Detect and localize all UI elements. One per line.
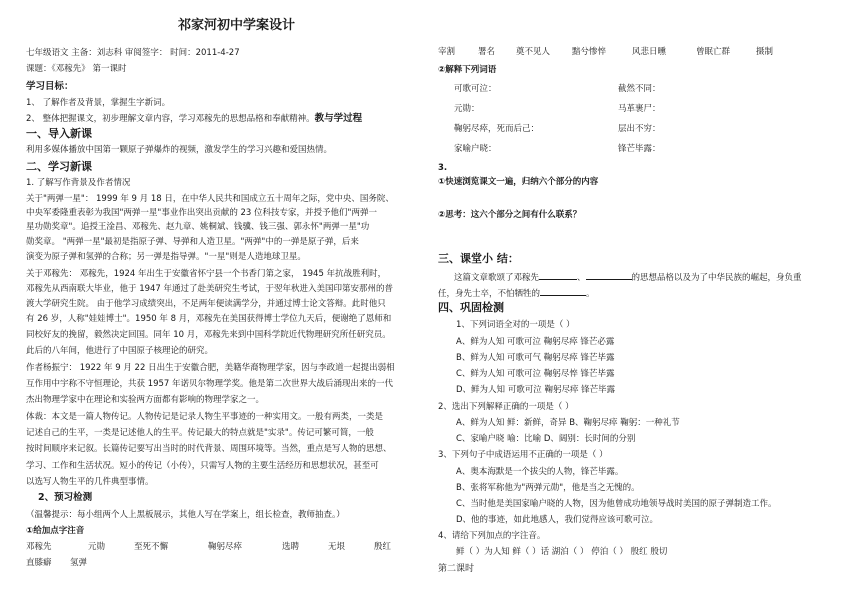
- definition-item: 马革裹尸：: [618, 104, 661, 114]
- word-item: 署名: [478, 47, 496, 57]
- question-4: 4、请给下列加点的字注音。: [438, 531, 546, 541]
- word-item: 元勋: [88, 542, 106, 552]
- body-line: 记述自己的生平，一类是记述他人的生平。传记最大的特点就是"实录"。传记可繁可简，一般: [26, 428, 374, 438]
- body-line: 按时间顺序来记叙。长篇传记要写出当时的时代背景、周围环境等。当然，重点是写人物的思想、: [26, 444, 392, 454]
- goals-heading: 学习目标：: [26, 81, 74, 92]
- definition-item: 锋芒毕露：: [618, 144, 661, 154]
- body-line: 邓稼先从西南联大毕业，他于 1947 年通过了赴美研究生考试，于翌年秋进入美国印第安那州的普: [26, 284, 394, 294]
- body-line: 以选写人物生平的几件典型事情。: [26, 477, 154, 487]
- word-item: 殷红: [374, 542, 392, 552]
- body-line: 同校好友的挽留，毅然决定回国。同年 10 月，邓稼先来到中国科学院近代物理研究所任研究员。: [26, 330, 391, 340]
- word-item: 摄制: [756, 47, 774, 57]
- question-option: D、他的事迹，如此地感人，我们觉得应该可歌可泣。: [456, 515, 659, 525]
- section-2-item-1: 1. 了解写作背景及作者情况: [26, 178, 131, 188]
- definition-item: 家喻户晓：: [454, 144, 497, 154]
- question-2: 2、选出下列解释正确的一项是（ ）: [438, 402, 574, 412]
- question-option: A、鲜为人知 可歌可泣 鞠躬尽瘁 锋芒必露: [456, 337, 615, 347]
- question-option: A、鲜为人知 鲜：新鲜，奇异 B、鞠躬尽瘁 鞠躬：一种礼节: [456, 418, 680, 428]
- q3-number: 3.: [438, 163, 448, 173]
- body-line: 体裁：本文是一篇人物传记。人物传记是记录人物生平事迹的一种实用文。一般有两类，一类是: [26, 412, 384, 422]
- word-item: 无垠: [328, 542, 346, 552]
- goal-1: 1、 了解作者及背景，掌握生字新词。: [26, 98, 171, 108]
- word-item: 黯兮惨悴: [572, 47, 607, 57]
- word-item: 氢弹: [70, 558, 88, 568]
- word-item: 曾眠亡群: [696, 47, 731, 57]
- word-item: 风悲日曛: [632, 47, 667, 57]
- summary-line-2: [438, 286, 595, 300]
- question-3: 3、下列句子中成语运用不正确的一项是（ ）: [438, 450, 608, 460]
- question-option: D、鲜为人知 可歌可泣 鞠躬尽瘁 锋芒毕露: [456, 385, 616, 395]
- body-line: 杰出物理学家中在理论和实验两方面都有影响的物理学家之一。: [26, 395, 265, 405]
- definition-item: 鞠躬尽瘁，死而后己：: [454, 124, 540, 134]
- question-option: B、鲜为人知 可歌可气 鞠躬尽瘁 锋芒毕露: [456, 353, 615, 363]
- word-item: 至死不懈: [134, 542, 169, 552]
- word-item: 选聘: [282, 542, 300, 552]
- summary-text: 任，身先士卒，不怕牺牲的: [438, 289, 541, 299]
- summary-line-1: [454, 270, 802, 284]
- body-line: 互作用中宇称不守恒理论，共获 1957 年诺贝尔物理学奖。他是第二次世界大战后涌现出来的一代: [26, 379, 394, 389]
- summary-text: 、: [577, 273, 586, 283]
- process-heading: 教与学过程: [314, 113, 363, 124]
- body-line: 作者杨振宁： 1922 年 9 月 22 日出生于安徽合肥，美籍华裔物理学家，因与李政道一起提出弱相: [26, 363, 395, 373]
- question-option: B、张将军称他为"两弹元勋"，他是当之无愧的。: [456, 483, 640, 493]
- q3-task-b: ②思考：这六个部分之间有什么联系？: [438, 210, 582, 220]
- document-title: 祁家河初中学案设计: [178, 18, 296, 33]
- meta-line: 七年级语文 主备：刘志科 审阅签字： 时间：2011-4-27: [26, 48, 240, 58]
- footer-lesson: 第二课时: [438, 564, 475, 574]
- question-option: C、当时他是美国家喻户晓的人物，因为他曾成功地领导战时美国的原子弹制造工作。: [456, 499, 777, 509]
- question-option: C、家喻户晓 喻：比喻 D、阔别：长时间的分别: [456, 434, 636, 444]
- definition-item: 元勋：: [454, 104, 480, 114]
- definition-item: 层出不穷：: [618, 124, 661, 134]
- section-1-text: 利用多媒体播放中国第一颗原子弹爆炸的视频，激发学生的学习兴趣和爱国热情。: [26, 145, 333, 155]
- tip-text: （温馨提示：每小组两个人上黑板展示，其他人写在学案上，组长检查，教师抽查。）: [26, 510, 345, 520]
- word-item: 鞠躬尽瘁: [208, 542, 243, 552]
- summary-text: 这篇文章歌颂了邓稼先: [454, 273, 540, 283]
- body-line: 有 26 岁，人称"娃娃博士"。1950 年 8 月，邓稼先在美国获得博士学位九天后，便谢绝了恩师和: [26, 314, 392, 324]
- q2-definitions-heading: ②解释下列词语: [438, 65, 497, 75]
- definition-item: 截然不同：: [618, 84, 661, 94]
- body-line: 星功勋奖章"。追授王淦昌、邓稼先、赵九章、姚桐斌、钱骥、钱三强、郭永怀"两弹一星"功: [26, 222, 370, 232]
- word-item: 直膝癖: [26, 558, 52, 568]
- summary-text: 。: [586, 289, 595, 299]
- section-3-heading: 三、课堂小 结：: [438, 252, 519, 265]
- question-4-line: 鲜（ ）为人知 鲜（ ）话 湖泊（ ） 停泊（ ） 殷红 殷切: [456, 547, 668, 557]
- blank-line[interactable]: [586, 270, 632, 280]
- word-item: 宰割: [438, 47, 456, 57]
- word-item: 邓稼先: [26, 542, 52, 552]
- section-4-heading: 四、巩固检测: [438, 301, 504, 314]
- definition-item: 可歌可泣：: [454, 84, 497, 94]
- goal-2: [26, 113, 362, 125]
- body-line: 关于邓稼先： 邓稼先，1924 年出生于安徽省怀宁县一个书香门第之家， 1945 年抗战胜利时，: [26, 269, 387, 279]
- topic-line: 课题：《邓稼先》 第一课时: [26, 64, 127, 74]
- body-line: 中央军委隆重表彰为我国"两弹一星"事业作出突出贡献的 23 位科技专家，并授予他们"两弹一: [26, 208, 377, 218]
- summary-text: 的思想品格以及为了中华民族的崛起，身负重: [631, 273, 802, 283]
- body-line: 演变为原子弹和氢弹的合称；另一弹是指导弹。"一星"则是人造地球卫星。: [26, 252, 306, 262]
- section-1-heading: 一、导入新课: [26, 127, 92, 140]
- q1-pinyin-heading: ①给加点字注音: [26, 526, 85, 536]
- body-line: 关于"两弹一星"： 1999 年 9 月 18 日，在中华人民共和国成立五十周年之际，党中央、国务院、: [26, 194, 394, 204]
- preview-heading: 2、预习检测: [38, 492, 93, 503]
- body-line: 学习、工作和生活状况。短小的传记（小传），只需写人物的主要生活经历和思想状况，甚至可: [26, 461, 379, 471]
- goal-2-text: 2、 整体把握课文，初步理解文章内容，学习邓稼先的思想品格和奉献精神。: [26, 114, 315, 124]
- word-item: 奠不见人: [516, 47, 551, 57]
- body-line: 此后的八年间，他进行了中国原子核理论的研究。: [26, 346, 214, 356]
- body-line: 渡大学研究生院。 由于他学习成绩突出，不足两年便读满学分，并通过博士论文答辩。此时他只: [26, 299, 386, 309]
- q3-task-a: ①快速浏览课文一遍，归纳六个部分的内容: [438, 177, 599, 187]
- question-option: A、奥本海默是一个拔尖的人物，锋芒毕露。: [456, 467, 624, 477]
- section-2-heading: 二、学习新课: [26, 160, 92, 173]
- question-1: 1、下列词语全对的一项是（ ）: [456, 320, 575, 330]
- blank-line[interactable]: [540, 286, 586, 296]
- question-option: C、鲜为人知 可歌可泣 鞠躬尽悴 锋芒毕露: [456, 369, 615, 379]
- body-line: 勋奖章。 "两弹一星"最初是指原子弹、导弹和人造卫星。"两弹"中的一弹是原子弹，后来: [26, 237, 359, 247]
- blank-line[interactable]: [539, 270, 577, 280]
